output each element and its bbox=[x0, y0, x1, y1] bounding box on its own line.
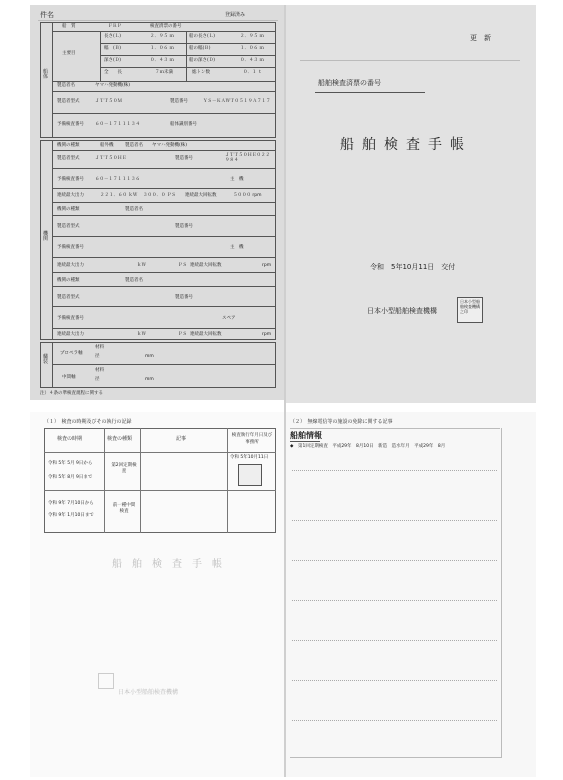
engine2-serial-label: 製造番号 bbox=[175, 224, 193, 229]
row-line bbox=[52, 81, 276, 82]
row-line bbox=[52, 168, 276, 169]
material-label: 船 質 bbox=[62, 24, 76, 29]
dim-value: ２．９５ ｍ bbox=[150, 34, 174, 39]
ghost-seal bbox=[98, 673, 114, 689]
ruled-line bbox=[292, 720, 497, 721]
row-line bbox=[100, 55, 276, 56]
row-line bbox=[52, 188, 276, 189]
ship-info-line: ◆ 第1回定期検査 平成29年 8月10日 新造 造水年月 平成29年 8月 bbox=[290, 444, 446, 449]
fittings-section-label: 艤装 bbox=[43, 354, 49, 365]
power-kw: ２２１．６０ ｋＷ bbox=[100, 193, 138, 198]
inspection-no-underline bbox=[315, 92, 425, 93]
col-header-kind: 検査の種類 bbox=[107, 436, 133, 442]
dim-label: 深さ(Ｄ) bbox=[104, 58, 122, 63]
inspection-kind: 第2回定期検査 bbox=[111, 463, 137, 475]
row-line bbox=[52, 306, 276, 307]
main-engine-label: 主 機 bbox=[230, 177, 244, 182]
serial-label: 製造番号 bbox=[170, 99, 188, 104]
engine2-rpm-label: 連続最大回転数 bbox=[190, 263, 222, 268]
mm-unit: mm bbox=[145, 354, 154, 359]
ps-unit: ＰＳ bbox=[178, 332, 187, 337]
engine3-precheck-label: 予備検査番号 bbox=[57, 316, 84, 321]
engine3-type-label: 機関の種類 bbox=[57, 278, 80, 283]
row-line bbox=[44, 490, 276, 491]
row-line bbox=[52, 286, 276, 287]
engine-model-label: 製造者型式 bbox=[57, 156, 80, 161]
issuer-seal bbox=[457, 297, 483, 323]
dim-value: １．０６ ｍ bbox=[240, 46, 264, 51]
engine3-rpm-label: 連続最大回転数 bbox=[190, 332, 222, 337]
engine2-model-label: 製造者型式 bbox=[57, 224, 80, 229]
propeller-label: プロペラ軸 bbox=[60, 351, 83, 356]
ghost-title: 船舶検査手帳 bbox=[112, 559, 232, 570]
booklet-title: 船舶検査手帳 bbox=[340, 137, 472, 153]
col-header-notes: 記事 bbox=[176, 436, 187, 442]
col-header-period: 検査の時期 bbox=[57, 436, 83, 442]
period-to: 令和 9年 1月10日まで bbox=[48, 513, 94, 518]
dim-label: 幅 (Ｂ) bbox=[104, 46, 122, 51]
dim-label: 船の幅(Ｂ) bbox=[189, 46, 211, 51]
subject-label: 件名 bbox=[40, 11, 54, 19]
engine3-power-label: 連続最大出力 bbox=[57, 332, 84, 337]
engine3-builder-label: 製造者名 bbox=[125, 278, 143, 283]
engine-section-label: 機関 bbox=[43, 231, 49, 242]
radio-exemption-title: （２） 無線電信等の施設の免除に関する記事 bbox=[290, 419, 393, 425]
col-line bbox=[104, 428, 105, 533]
dim-label: 総トン数 bbox=[192, 70, 210, 75]
intermediate-label: 中間軸 bbox=[62, 375, 76, 380]
engine-serial-label: 製造番号 bbox=[175, 156, 193, 161]
issue-date: 令和 5年10月11日 交付 bbox=[370, 263, 456, 271]
col-header-date-place: 検査執行年月日及び事務所 bbox=[231, 433, 273, 445]
hull-side-divider bbox=[52, 22, 53, 138]
row-line bbox=[52, 31, 276, 32]
row-line bbox=[52, 272, 276, 273]
rpm-unit: rpm bbox=[262, 263, 272, 268]
ship-info-title: 船舶情報 bbox=[290, 431, 322, 440]
ruled-line bbox=[292, 470, 497, 471]
main-engine2-label: 主 機 bbox=[230, 245, 244, 250]
rpm-label: 連続最大回転数 bbox=[185, 193, 217, 198]
engine3-serial-label: 製造番号 bbox=[175, 295, 193, 300]
builder-label: 製造者名 bbox=[57, 83, 75, 88]
inspection-date: 令和 5年10月11日 bbox=[230, 455, 269, 460]
engine-side-divider bbox=[52, 140, 53, 340]
kw-unit: ｋＷ bbox=[137, 263, 146, 268]
ghost-issuer: 日本小型船舶検査機構 bbox=[118, 689, 179, 696]
model-label: 製造者型式 bbox=[57, 99, 80, 104]
mid-material-label: 材料 bbox=[95, 368, 104, 373]
footnote: 注）４条の準検査規程に関する bbox=[40, 391, 103, 396]
period-from: 令和 5年 5月 9日から bbox=[48, 461, 93, 466]
row-line bbox=[52, 257, 276, 258]
dim-label: 船の深さ(Ｄ) bbox=[189, 58, 216, 63]
engine-precheck-label: 予備検査番号 bbox=[57, 177, 84, 182]
engine2-type-label: 機関の種類 bbox=[57, 207, 80, 212]
header-rule bbox=[38, 20, 278, 21]
engine2-precheck-label: 予備検査番号 bbox=[57, 245, 84, 250]
engine-model-value: ＪＴＴ５０ＨＥ bbox=[95, 156, 127, 161]
col-line bbox=[140, 428, 141, 533]
material-value: ＦＲＰ bbox=[108, 24, 122, 29]
engine-builder-value: ヤマハ発動機(株) bbox=[152, 143, 187, 148]
rpm-unit: rpm bbox=[262, 332, 272, 337]
ruled-line bbox=[292, 560, 497, 561]
ruled-line bbox=[292, 640, 497, 641]
dim-value: ０．４３ ｍ bbox=[150, 58, 174, 63]
row-line bbox=[100, 43, 276, 44]
dim-label: 船の長さ(Ｌ) bbox=[189, 34, 216, 39]
prop-material-label: 材料 bbox=[95, 345, 104, 350]
engine-type-label: 機関の種類 bbox=[57, 143, 80, 148]
inspection-record-title: （１） 検査の時期及びその執行の記録 bbox=[44, 419, 132, 425]
dim-value: ０．１ ｔ bbox=[243, 70, 263, 75]
bottom-rule bbox=[290, 757, 502, 758]
power-ps: ３００．０ ＰＳ bbox=[143, 193, 176, 198]
engine-type-value: 船外機 bbox=[100, 143, 114, 148]
power-label: 連続最大出力 bbox=[57, 193, 84, 198]
engine2-builder-label: 製造者名 bbox=[125, 207, 143, 212]
model-value: ＪＴＴ５０Ｍ bbox=[95, 99, 122, 104]
fittings-side-divider bbox=[52, 342, 53, 388]
header-row-line bbox=[44, 452, 276, 453]
period-from: 令和 9年 7月10日から bbox=[48, 501, 94, 506]
ps-unit: ＰＳ bbox=[178, 263, 187, 268]
row-line bbox=[100, 67, 276, 68]
row-line bbox=[52, 113, 276, 114]
row-line bbox=[52, 91, 276, 92]
mid-dia-label: 径 bbox=[95, 377, 100, 382]
dim-value: ７ｍ未満 bbox=[155, 70, 173, 75]
engine-table bbox=[40, 140, 276, 340]
page-fold bbox=[284, 5, 286, 777]
title-rule bbox=[290, 428, 500, 429]
right-margin-line bbox=[501, 428, 502, 758]
rpm-value: ５０００ rpm bbox=[233, 193, 262, 198]
row-line bbox=[52, 150, 276, 151]
renewal-rule bbox=[300, 60, 520, 61]
kw-unit: ｋＷ bbox=[137, 332, 146, 337]
ruled-line bbox=[292, 520, 497, 521]
seal-text: 日本小型船舶検査機構之印 bbox=[460, 299, 480, 314]
issuer-name: 日本小型船舶検査機構 bbox=[367, 307, 437, 315]
right-top-page bbox=[286, 5, 536, 403]
col-line bbox=[186, 31, 187, 81]
row-line bbox=[52, 202, 276, 203]
row-line bbox=[52, 236, 276, 237]
fittings-table bbox=[40, 342, 276, 388]
engine-builder-label: 製造者名 bbox=[125, 143, 143, 148]
serial-value: ＹＳ－ＫＡＷＴ０５１９Ａ７１７ bbox=[203, 99, 271, 104]
inspection-kind: 前一種中間検査 bbox=[112, 503, 136, 515]
ruled-line bbox=[292, 680, 497, 681]
hull-section-label: 船体 bbox=[43, 69, 49, 80]
right-bottom-page bbox=[286, 412, 536, 777]
precheck-label: 予備検査番号 bbox=[57, 122, 84, 127]
dim-label: 全 長 bbox=[104, 70, 122, 75]
engine2-power-label: 連続最大出力 bbox=[57, 263, 84, 268]
renewal-label: 更 新 bbox=[470, 34, 491, 42]
hull-id-label: 船体識別番号 bbox=[170, 122, 197, 127]
prop-dia-label: 径 bbox=[95, 354, 100, 359]
col-line bbox=[100, 31, 101, 81]
inspection-no-label: 検査済票の番号 bbox=[150, 24, 182, 29]
precheck-value: ６０－１７１１１３４ bbox=[95, 122, 140, 127]
ruled-line bbox=[292, 600, 497, 601]
dim-label: 長さ(Ｌ) bbox=[104, 34, 122, 39]
mm-unit: mm bbox=[145, 377, 154, 382]
registered-label: 登録済み bbox=[225, 12, 246, 18]
row-line bbox=[52, 364, 276, 365]
engine3-model-label: 製造者型式 bbox=[57, 295, 80, 300]
main-dims-label: 主要目 bbox=[62, 51, 76, 56]
row-line bbox=[52, 328, 276, 329]
period-to: 令和 5年 8月 9日まで bbox=[48, 475, 93, 480]
dim-value: １．０６ ｍ bbox=[150, 46, 174, 51]
row-line bbox=[52, 215, 276, 216]
spare-label: スペア bbox=[222, 316, 236, 321]
dim-value: ０．４３ ｍ bbox=[240, 58, 264, 63]
dim-value: ２．９５ ｍ bbox=[240, 34, 264, 39]
builder-value: ヤマハ発動機(株) bbox=[95, 83, 130, 88]
col-line bbox=[227, 428, 228, 533]
engine-serial-value: ＪＴＴ５０ＨＥ０２２９８４ bbox=[225, 153, 270, 164]
engine-precheck-value: ６０－１７１１１３６ bbox=[95, 177, 140, 182]
inspection-no-heading: 船舶検査済票の番号 bbox=[318, 79, 381, 87]
inspection-seal bbox=[238, 464, 262, 486]
ship-info-underline bbox=[290, 441, 320, 442]
